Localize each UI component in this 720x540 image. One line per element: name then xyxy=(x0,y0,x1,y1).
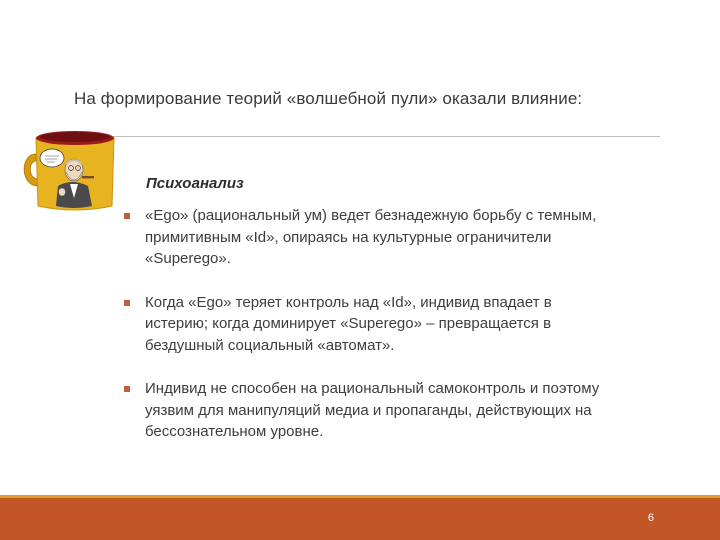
bullet-item xyxy=(124,205,604,270)
bullet-item xyxy=(124,292,604,357)
title-divider xyxy=(113,136,660,137)
slide-title: На формирование теорий «волшебной пули» оказали влияние: xyxy=(74,89,583,108)
bullet-square-icon xyxy=(124,300,130,306)
bullet-text: Индивид не способен на рациональный самоконтроль и поэтому уязвим для манипуляций медиа и пропаганды, действующих на бессознательном уровне. xyxy=(145,380,600,440)
bullet-text: «Ego» (рациональный ум) ведет безнадежную борьбу с темным, примитивным «Id», опираясь на культурные ограничители «Superego». xyxy=(145,207,597,267)
bullet-item xyxy=(124,378,604,443)
subheading: Психоанализ xyxy=(146,175,244,192)
bullet-square-icon xyxy=(124,213,130,219)
page-number: 6 xyxy=(647,512,654,524)
freud-mug-illustration xyxy=(22,124,120,214)
bullet-text: Когда «Ego» теряет контроль над «Id», индивид впадает в истерию; когда доминирует «Superego» – превращается в бездушный социальный «автомат». xyxy=(145,293,552,354)
bullet-square-icon xyxy=(124,386,130,392)
footer-bar xyxy=(0,495,720,540)
bullet-list xyxy=(124,205,604,465)
